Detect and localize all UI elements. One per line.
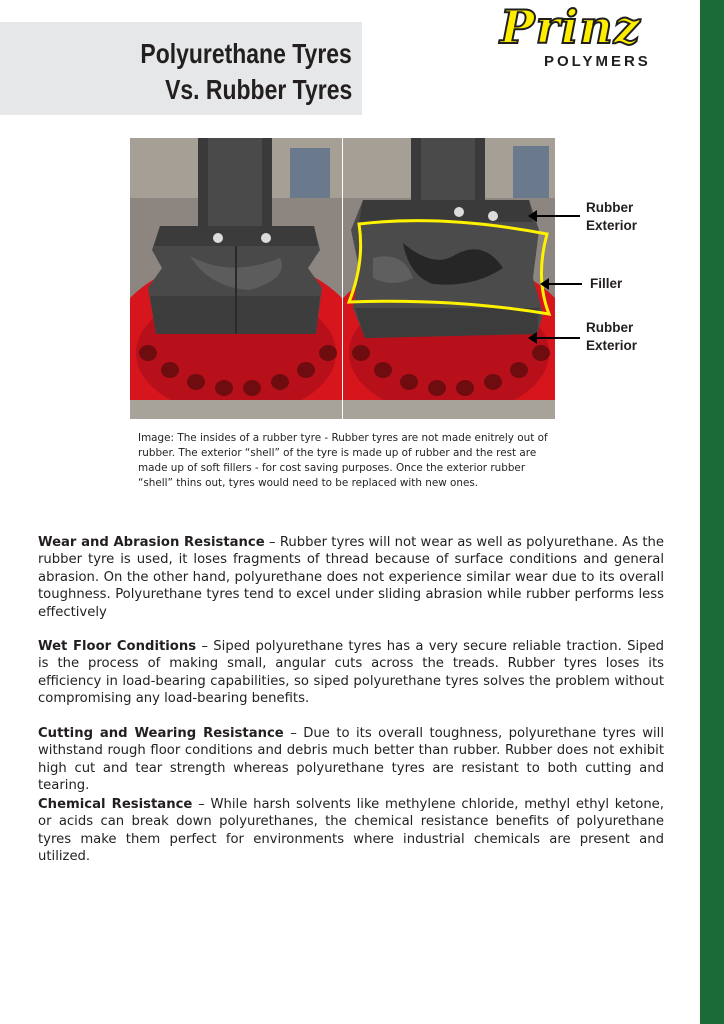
- section-wear-abrasion: [38, 534, 664, 621]
- section-body: – Due to its overall toughness, polyurethane tyres will withstand rough floor conditions and debris much better than rubber. Rubber does not exhibit high cut and tear strength whereas polyurethane tyres are resistant to both cutting and tearing.: [38, 726, 664, 794]
- tyre-photo-annotated: [343, 138, 555, 419]
- logo-subtext: POLYMERS: [544, 53, 651, 70]
- brand-logo: [496, 0, 686, 76]
- callout-label-line: Exterior: [586, 218, 638, 233]
- section-body: – Siped polyurethane tyres has a very secure reliable traction. Siped is the process of making small, angular cuts across the treads. Rubber tyres loses its efficiency in load-bearing capabilities, so siped polyurethane tyres solves the problem without compromising any load-bearing benefits.: [38, 639, 664, 707]
- section-body: – While harsh solvents like methylene chloride, methyl ethyl ketone, or acids can break down polyurethanes, the chemical resistance benefits of polyurethane tyres make them perfect for environments where industrial chemicals are present and utilized.: [38, 797, 664, 865]
- section-cutting-wearing: [38, 725, 664, 795]
- section-heading: Wet Floor Conditions: [38, 639, 197, 654]
- section-heading: Wear and Abrasion Resistance: [38, 535, 265, 550]
- figure-caption: Image: The insides of a rubber tyre - Rubber tyres are not made enitrely out of rubber. The exterior “shell” of the tyre is made up of rubber and the rest are made up of soft fillers - for cost saving purposes. Once the exterior rubber “shell” thins out, tyres would need to be replaced with new ones.: [138, 432, 548, 489]
- tyre-photo-plain: [130, 138, 342, 419]
- page-title-line-2: Vs. Rubber Tyres: [164, 74, 352, 105]
- section-heading: Chemical Resistance: [38, 797, 193, 812]
- callout-rubber-exterior-bottom: [586, 319, 637, 355]
- section-body: – Rubber tyres will not wear as well as polyurethane. As the rubber tyre is used, it loses fragments of thread because of surface conditions and general abrasion. On the other hand, polyurethane does not experience similar wear due to its overall toughness. Polyurethane tyres tend to excel under sliding abrasion while rubber performs less effectively: [38, 535, 664, 620]
- section-heading: Cutting and Wearing Resistance: [38, 726, 284, 741]
- callout-label-line: Rubber: [586, 200, 634, 215]
- logo-wordmark: Prinz: [500, 0, 641, 54]
- section-wet-floor: [38, 638, 664, 708]
- page-title-line-1: Polyurethane Tyres: [140, 38, 352, 69]
- callout-filler: Filler: [590, 276, 623, 291]
- callout-label-line: Rubber: [586, 320, 634, 335]
- callout-rubber-exterior-top: [586, 199, 637, 235]
- accent-side-bar: [700, 0, 724, 1024]
- callout-arrow-rubber-bottom: [530, 337, 580, 339]
- title-band: [0, 22, 362, 115]
- section-chemical: [38, 796, 664, 866]
- callout-arrow-filler: [542, 283, 582, 285]
- callout-label-line: Exterior: [586, 338, 638, 353]
- callout-arrow-rubber-top: [530, 215, 580, 217]
